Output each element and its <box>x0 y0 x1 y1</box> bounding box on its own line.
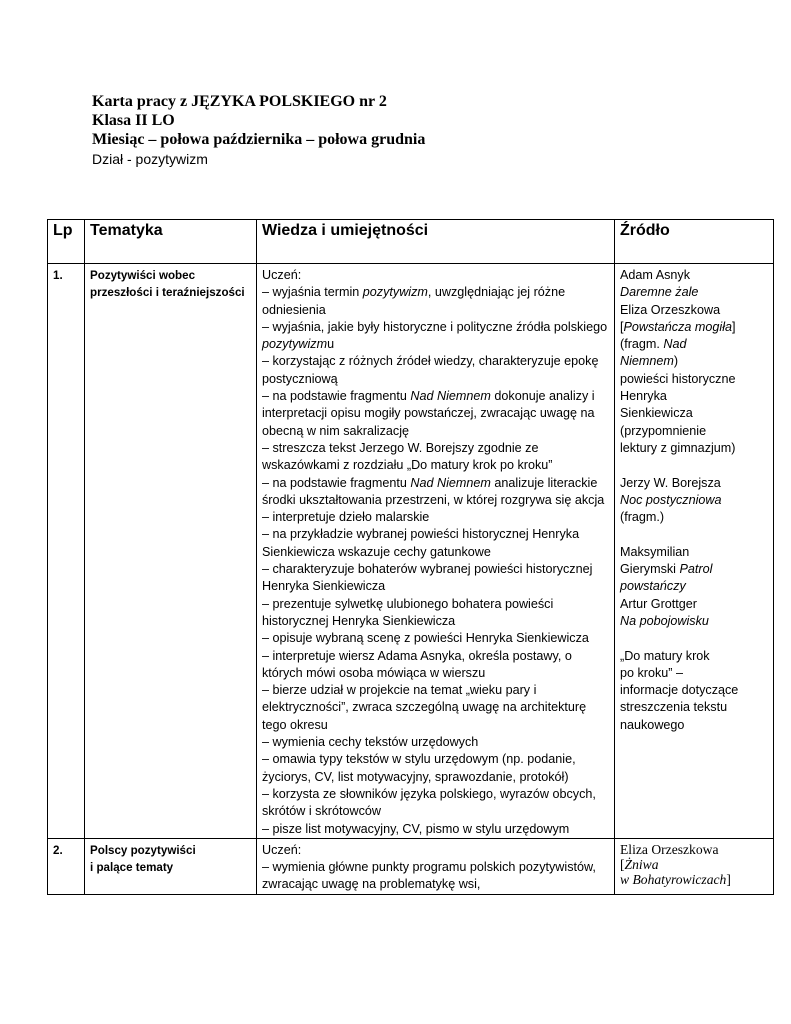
row-number: 1. <box>48 264 85 839</box>
source-line <box>620 872 768 887</box>
skill-item: – streszcza tekst Jerzego W. Borejszy zgodnie ze wskazówkami z rozdziału „Do matury krok po kroku” <box>262 440 553 473</box>
spacer <box>620 630 768 647</box>
spacer <box>620 457 768 474</box>
topic-line: i palące tematy <box>90 860 174 874</box>
row-topic <box>85 838 257 894</box>
bracket-close: ] <box>732 319 736 334</box>
skill-item: – omawia typy tekstów w stylu urzędowym (np. podanie, życiorys, CV, list motywacyjny, sprawozdanie, protokół) <box>262 752 576 784</box>
source-line: Maksymilian <box>620 544 690 559</box>
skill-item: – opisuje wybraną scenę z powieści Henryka Sienkiewicza <box>262 631 589 646</box>
skill-item: – wyjaśnia termin pozytywizm, uwzględniając jej różne odniesienia <box>262 285 566 317</box>
skill-item: – pisze list motywacyjny, CV, pismo w stylu urzędowym <box>262 821 570 836</box>
source-title: Powstańcza mogiła <box>623 319 732 334</box>
row-topic: Pozytywiści wobec przeszłości i teraźniejszości <box>85 264 257 839</box>
header-topic: Tematyka <box>85 220 257 264</box>
bracket-close: ] <box>726 871 731 887</box>
bracket-open: [ <box>620 856 625 872</box>
skill-item: – interpretuje wiersz Adama Asnyka, określa postawy, o których mówi osoba mówiąca w wierszu <box>262 648 572 680</box>
source-line <box>620 353 768 370</box>
source-line <box>620 561 768 578</box>
month-range: Miesiąc – połowa października – połowa grudnia <box>92 131 426 148</box>
source-line: Eliza Orzeszkowa <box>620 841 719 857</box>
source-line: Henryka <box>620 389 667 404</box>
row-skills <box>257 264 615 839</box>
source-line <box>620 319 768 336</box>
source-line <box>620 857 768 872</box>
curriculum-table <box>47 219 774 895</box>
table-row <box>48 264 774 839</box>
source-text: ) <box>673 354 679 369</box>
row-number: 2. <box>48 838 85 894</box>
document-header <box>92 92 425 168</box>
source-title: Niemnem <box>620 354 674 369</box>
skill-item: – bierze udział w projekcie na temat „wieku pary i elektryczności”, zwraca szczególną uwagę na architekturę tego okresu <box>262 683 587 732</box>
skill-item: Uczeń: <box>262 268 302 282</box>
source-line: Jerzy W. Borejsza <box>620 475 721 490</box>
source-line: Eliza Orzeszkowa <box>620 302 721 317</box>
skill-item: – charakteryzuje bohaterów wybranej powieści historycznej Henryka Sienkiewicza <box>262 562 593 594</box>
skill-item: – prezentuje sylwetkę ulubionego bohatera powieści historycznej Henryka Sienkiewicza <box>262 596 554 628</box>
source-line: Sienkiewicza <box>620 406 693 421</box>
bracket-open: [ <box>620 319 624 334</box>
source-line: informacje dotyczące <box>620 683 739 698</box>
skill-item: – wyjaśnia, jakie były historyczne i polityczne źródła polskiego pozytywizmu <box>262 319 608 352</box>
source-text: Gierymski <box>620 562 680 577</box>
source-title: w Bohatyrowiczach <box>620 871 727 887</box>
row-skills <box>257 838 615 894</box>
source-line: powieści historyczne <box>620 371 736 386</box>
header-lp: Lp <box>48 220 85 264</box>
skill-item: – korzystając z różnych źródeł wiedzy, charakteryzuje epokę postyczniową <box>262 354 599 386</box>
skill-item: – wymienia główne punkty programu polskich pozytywistów, zwracając uwagę na problematykę wsi, <box>262 860 596 892</box>
source-title: Patrol <box>679 562 713 577</box>
source-line: (przypomnienie <box>620 423 707 438</box>
topic-line: Polscy pozytywiści <box>90 843 196 857</box>
skill-item: – na przykładzie wybranej powieści historycznej Henryka Sienkiewicza wskazuje cechy gatunkowe <box>262 527 580 559</box>
source-line <box>620 336 768 353</box>
source-title: Nad <box>663 337 687 352</box>
source-line: powstańczy <box>620 579 686 594</box>
source-line: (fragm.) <box>620 510 665 525</box>
source-line: lektury z gimnazjum) <box>620 440 736 455</box>
header-source: Źródło <box>615 220 774 264</box>
skill-item: – interpretuje dzieło malarskie <box>262 510 430 525</box>
source-line: naukowego <box>620 717 685 732</box>
table-row <box>48 838 774 894</box>
header-skills: Wiedza i umiejętności <box>257 220 615 264</box>
source-line: streszczenia tekstu <box>620 700 728 715</box>
source-line: Noc postyczniowa <box>620 492 722 507</box>
spacer <box>620 526 768 543</box>
skill-item: – na podstawie fragmentu Nad Niemnem analizuje literackie środki ukształtowania przestrzeni, w której rozgrywa się akcja <box>262 475 605 507</box>
skill-item: – na podstawie fragmentu Nad Niemnem dokonuje analizy i interpretacji opisu mogiły powstańczej, zwracając uwagę na obecną w nim sakralizację <box>262 389 595 438</box>
skill-item: – korzysta ze słowników języka polskiego, wyrazów obcych, skrótów i skrótowców <box>262 786 596 819</box>
section-label: Dział - pozytywizm <box>92 151 208 167</box>
source-text: (fragm. <box>620 337 664 352</box>
class-label: Klasa II LO <box>92 112 175 129</box>
row-sources <box>615 264 774 839</box>
skill-item: – wymienia cechy tekstów urzędowych <box>262 735 479 750</box>
worksheet-title: Karta pracy z JĘZYKA POLSKIEGO nr 2 <box>92 93 387 110</box>
source-line: Artur Grottger <box>620 596 697 611</box>
source-line: Daremne żale <box>620 285 699 300</box>
source-line: „Do matury krok <box>620 648 710 663</box>
source-line: Adam Asnyk <box>620 268 690 282</box>
skill-item: Uczeń: <box>262 842 302 857</box>
source-line: po kroku” – <box>620 665 683 680</box>
source-line: Na pobojowisku <box>620 613 709 628</box>
row-sources <box>615 838 774 894</box>
source-title: Żniwa <box>624 856 659 872</box>
table-header-row <box>48 220 774 264</box>
